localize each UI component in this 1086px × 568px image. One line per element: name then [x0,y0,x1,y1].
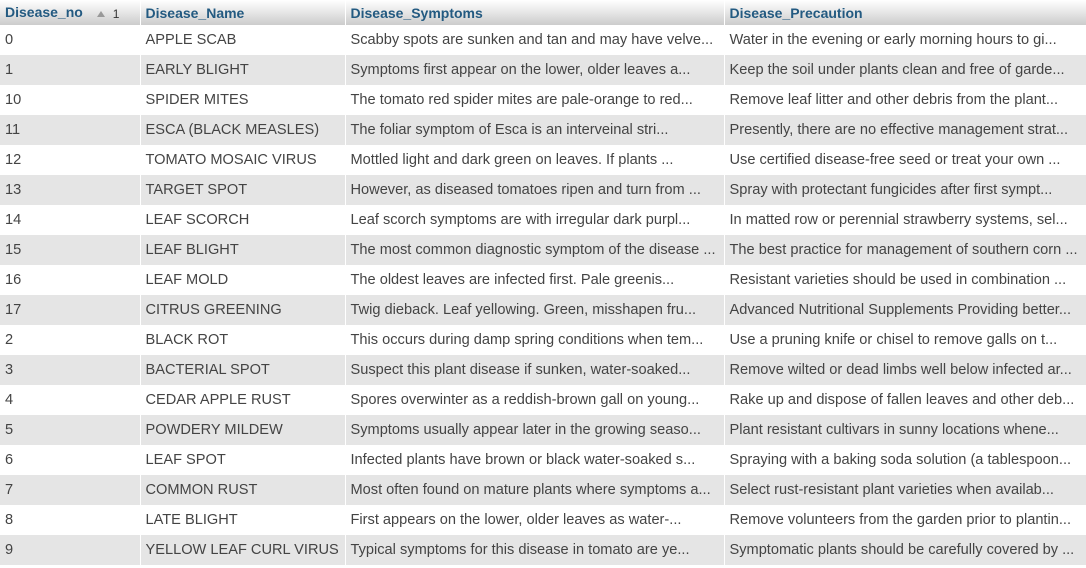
cell-disease-symptoms: Typical symptoms for this disease in tomato are ye... [345,535,724,565]
cell-disease-no: 9 [0,535,140,565]
cell-disease-precaution: Plant resistant cultivars in sunny locations whene... [724,415,1086,445]
header-row [0,0,1086,25]
column-header-disease-precaution[interactable] [724,0,1086,25]
table-row[interactable] [0,175,1086,205]
table-row[interactable] [0,325,1086,355]
cell-disease-name: TARGET SPOT [140,175,345,205]
cell-disease-no: 8 [0,505,140,535]
table-row[interactable] [0,205,1086,235]
cell-disease-name: TOMATO MOSAIC VIRUS [140,145,345,175]
table-row[interactable] [0,85,1086,115]
cell-disease-no: 1 [0,55,140,85]
cell-disease-no: 11 [0,115,140,145]
cell-disease-name: LEAF MOLD [140,265,345,295]
cell-disease-precaution: In matted row or perennial strawberry systems, sel... [724,205,1086,235]
column-label-disease-no[interactable]: Disease_no [5,4,83,21]
cell-disease-name: APPLE SCAB [140,25,345,55]
cell-disease-precaution: Remove volunteers from the garden prior to plantin... [724,505,1086,535]
cell-disease-symptoms: Infected plants have brown or black water-soaked s... [345,445,724,475]
cell-disease-precaution: Remove wilted or dead limbs well below infected ar... [724,355,1086,385]
cell-disease-no: 0 [0,25,140,55]
cell-disease-name: ESCA (BLACK MEASLES) [140,115,345,145]
cell-disease-no: 3 [0,355,140,385]
cell-disease-name: LEAF SPOT [140,445,345,475]
cell-disease-no: 10 [0,85,140,115]
cell-disease-precaution: Remove leaf litter and other debris from the plant... [724,85,1086,115]
cell-disease-symptoms: The tomato red spider mites are pale-orange to red... [345,85,724,115]
cell-disease-name: LATE BLIGHT [140,505,345,535]
cell-disease-symptoms: Scabby spots are sunken and tan and may have velve... [345,25,724,55]
cell-disease-name: CEDAR APPLE RUST [140,385,345,415]
cell-disease-no: 4 [0,385,140,415]
cell-disease-symptoms: Symptoms first appear on the lower, older leaves a... [345,55,724,85]
column-header-disease-name[interactable] [140,0,345,25]
column-label-disease-symptoms[interactable]: Disease_Symptoms [350,4,483,21]
table-row[interactable] [0,115,1086,145]
table-row[interactable] [0,385,1086,415]
cell-disease-precaution: Spraying with a baking soda solution (a tablespoon... [724,445,1086,475]
table-header [0,0,1086,25]
table-row[interactable] [0,415,1086,445]
cell-disease-name: SPIDER MITES [140,85,345,115]
cell-disease-no: 5 [0,415,140,445]
cell-disease-precaution: Symptomatic plants should be carefully covered by ... [724,535,1086,565]
table-row[interactable] [0,25,1086,55]
table-row[interactable] [0,505,1086,535]
column-header-disease-no[interactable] [0,0,140,25]
cell-disease-name: LEAF BLIGHT [140,235,345,265]
cell-disease-no: 12 [0,145,140,175]
table-row[interactable] [0,535,1086,565]
cell-disease-name: CITRUS GREENING [140,295,345,325]
cell-disease-precaution: Advanced Nutritional Supplements Providing better... [724,295,1086,325]
column-label-disease-precaution[interactable]: Disease_Precaution [729,4,863,21]
cell-disease-name: COMMON RUST [140,475,345,505]
cell-disease-precaution: Resistant varieties should be used in combination ... [724,265,1086,295]
cell-disease-symptoms: Most often found on mature plants where symptoms a... [345,475,724,505]
cell-disease-symptoms: However, as diseased tomatoes ripen and turn from ... [345,175,724,205]
cell-disease-symptoms: Spores overwinter as a reddish-brown gall on young... [345,385,724,415]
cell-disease-name: LEAF SCORCH [140,205,345,235]
column-header-disease-symptoms[interactable] [345,0,724,25]
cell-disease-precaution: Keep the soil under plants clean and free of garde... [724,55,1086,85]
table-row[interactable] [0,295,1086,325]
cell-disease-symptoms: Symptoms usually appear later in the growing seaso... [345,415,724,445]
cell-disease-no: 14 [0,205,140,235]
cell-disease-symptoms: The oldest leaves are infected first. Pale greenis... [345,265,724,295]
cell-disease-symptoms: Mottled light and dark green on leaves. If plants ... [345,145,724,175]
cell-disease-precaution: Water in the evening or early morning hours to gi... [724,25,1086,55]
cell-disease-symptoms: The most common diagnostic symptom of the disease ... [345,235,724,265]
sort-ascending-icon [97,11,105,17]
cell-disease-no: 16 [0,265,140,295]
cell-disease-symptoms: Leaf scorch symptoms are with irregular dark purpl... [345,205,724,235]
sort-indicator [97,7,120,21]
cell-disease-precaution: Use certified disease-free seed or treat your own ... [724,145,1086,175]
table-row[interactable] [0,445,1086,475]
cell-disease-name: BACTERIAL SPOT [140,355,345,385]
table-row[interactable] [0,55,1086,85]
cell-disease-precaution: Presently, there are no effective management strat... [724,115,1086,145]
table-body [0,25,1086,565]
cell-disease-no: 6 [0,445,140,475]
cell-disease-precaution: Spray with protectant fungicides after first sympt... [724,175,1086,205]
table-row[interactable] [0,265,1086,295]
table-row[interactable] [0,145,1086,175]
cell-disease-precaution: Use a pruning knife or chisel to remove galls on t... [724,325,1086,355]
cell-disease-name: POWDERY MILDEW [140,415,345,445]
cell-disease-no: 2 [0,325,140,355]
cell-disease-no: 13 [0,175,140,205]
cell-disease-precaution: Select rust-resistant plant varieties when availab... [724,475,1086,505]
cell-disease-symptoms: Twig dieback. Leaf yellowing. Green, misshapen fru... [345,295,724,325]
cell-disease-name: YELLOW LEAF CURL VIRUS [140,535,345,565]
column-label-disease-name[interactable]: Disease_Name [145,4,245,21]
cell-disease-precaution: The best practice for management of southern corn ... [724,235,1086,265]
cell-disease-name: EARLY BLIGHT [140,55,345,85]
cell-disease-symptoms: The foliar symptom of Esca is an interveinal stri... [345,115,724,145]
cell-disease-symptoms: Suspect this plant disease if sunken, water-soaked... [345,355,724,385]
table-row[interactable] [0,475,1086,505]
cell-disease-no: 15 [0,235,140,265]
table-row[interactable] [0,235,1086,265]
cell-disease-precaution: Rake up and dispose of fallen leaves and other deb... [724,385,1086,415]
table-row[interactable] [0,355,1086,385]
cell-disease-name: BLACK ROT [140,325,345,355]
cell-disease-no: 17 [0,295,140,325]
cell-disease-symptoms: First appears on the lower, older leaves as water-... [345,505,724,535]
cell-disease-symptoms: This occurs during damp spring conditions when tem... [345,325,724,355]
cell-disease-no: 7 [0,475,140,505]
sort-order-number: 1 [112,6,120,21]
